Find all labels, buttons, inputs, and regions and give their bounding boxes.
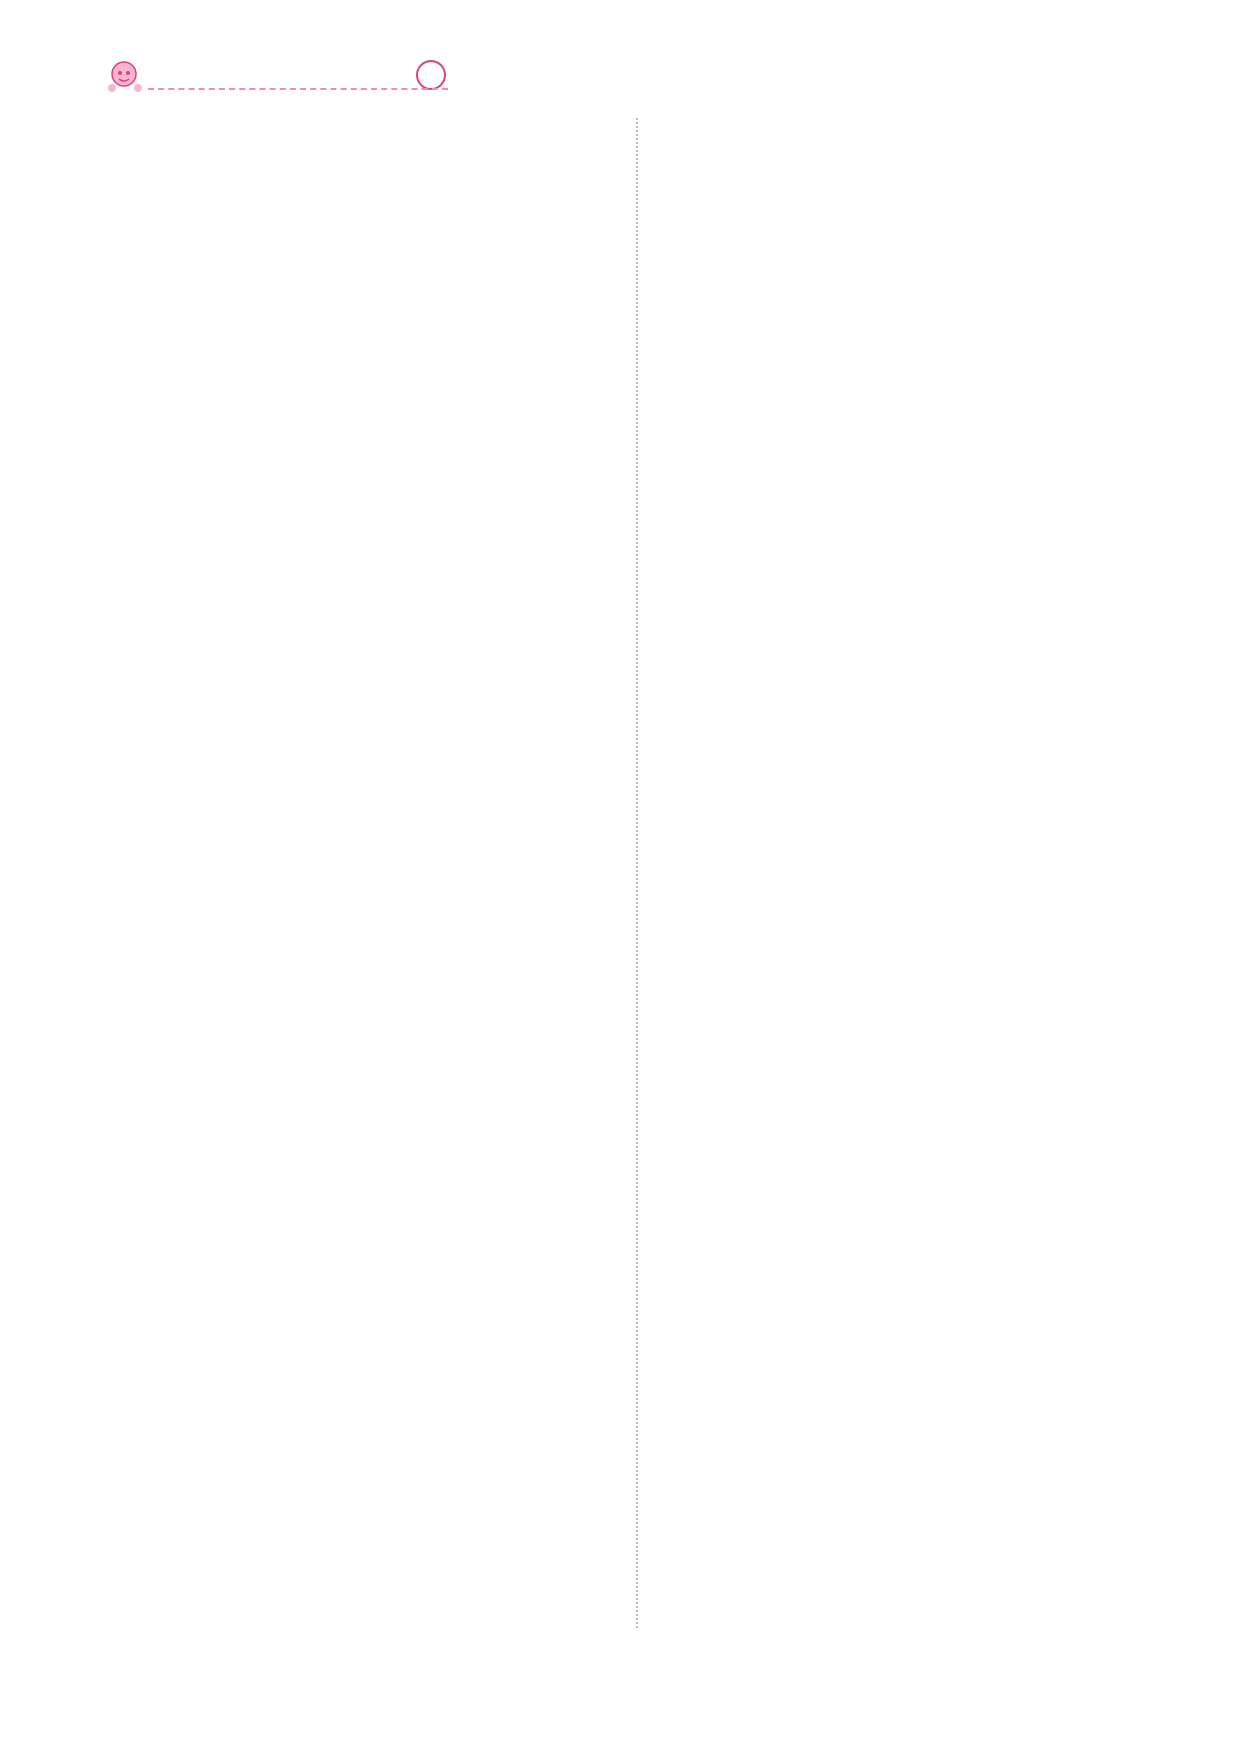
header-dashed-line	[148, 88, 448, 90]
column-divider	[636, 118, 638, 1628]
mascot-logo-icon	[104, 58, 146, 94]
header-title	[152, 64, 184, 82]
volume-badge	[416, 60, 446, 90]
page-header	[104, 58, 454, 98]
